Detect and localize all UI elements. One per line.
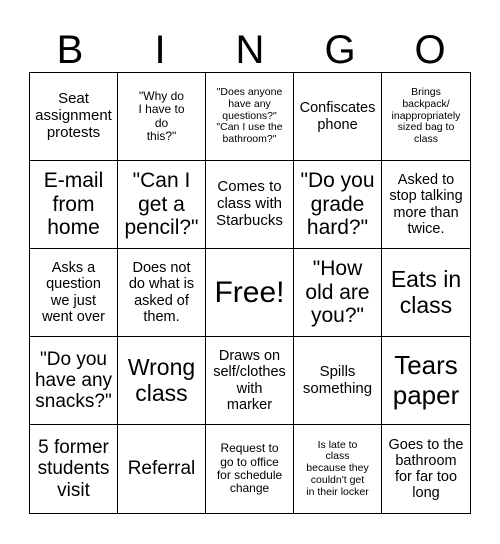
cell-text: "How old are you?" — [305, 257, 370, 328]
bingo-cell[interactable] — [206, 161, 294, 249]
cell-text: Brings backpack/ inappropriately sized bag to class — [391, 86, 461, 146]
cell-text: Comes to class with Starbucks — [216, 178, 283, 229]
cell-text: Spills something — [302, 362, 373, 397]
bingo-cell[interactable] — [294, 249, 382, 337]
bingo-cell[interactable] — [294, 425, 382, 513]
cell-text: "Does anyone have any questions?" "Can I use the bathroom?" — [216, 86, 283, 146]
bingo-cell[interactable] — [118, 249, 206, 337]
header-letter-b: B — [56, 28, 84, 72]
cell-text: Does not do what is asked of them. — [128, 260, 195, 325]
bingo-cell[interactable] — [382, 249, 470, 337]
bingo-cell[interactable] — [206, 425, 294, 513]
bingo-cell[interactable] — [382, 337, 470, 425]
bingo-cell[interactable] — [30, 425, 118, 513]
cell-text: Asks a question we just went over — [42, 260, 105, 325]
cell-text: Goes to the bathroom for far too long — [388, 436, 464, 502]
bingo-cell[interactable] — [206, 337, 294, 425]
bingo-cell[interactable] — [382, 73, 470, 161]
header-letter-g: G — [324, 28, 356, 72]
cell-text: Free! — [214, 275, 285, 309]
bingo-cell[interactable] — [118, 73, 206, 161]
bingo-cell[interactable] — [382, 161, 470, 249]
bingo-header — [30, 24, 470, 76]
bingo-grid — [29, 72, 471, 514]
bingo-cell-free[interactable] — [206, 249, 294, 337]
cell-text: Eats in class — [390, 265, 462, 318]
cell-text: Seat assignment protests — [35, 90, 112, 141]
cell-text: Is late to class because they couldn't get in their locker — [306, 438, 369, 498]
bingo-cell[interactable] — [30, 249, 118, 337]
bingo-cell[interactable] — [294, 161, 382, 249]
cell-text: Wrong class — [127, 353, 196, 406]
cell-text: Draws on self/clothes with marker — [213, 348, 286, 413]
bingo-cell[interactable] — [30, 337, 118, 425]
header-letter-n: N — [235, 28, 265, 72]
bingo-cell[interactable] — [294, 73, 382, 161]
header-letter-o: O — [414, 28, 446, 72]
bingo-cell[interactable] — [30, 161, 118, 249]
cell-text: 5 former students visit — [37, 437, 110, 501]
bingo-cell[interactable] — [118, 425, 206, 513]
cell-text: "Why do I have to do this?" — [138, 88, 185, 143]
cell-text: Referral — [127, 458, 196, 480]
bingo-cell[interactable] — [30, 73, 118, 161]
cell-text: Confiscates phone — [299, 100, 376, 133]
bingo-cell[interactable] — [206, 73, 294, 161]
cell-text: Request to go to office for schedule change — [216, 441, 283, 496]
bingo-cell[interactable] — [118, 337, 206, 425]
bingo-cell[interactable] — [382, 425, 470, 513]
cell-text: E-mail from home — [43, 169, 104, 240]
cell-text: Asked to stop talking more than twice. — [389, 172, 463, 237]
bingo-cell[interactable] — [118, 161, 206, 249]
cell-text: "Do you have any snacks?" — [34, 348, 113, 413]
header-letter-i: I — [154, 28, 166, 72]
cell-text: "Can I get a pencil?" — [124, 169, 199, 240]
cell-text: "Do you grade hard?" — [300, 169, 375, 240]
cell-text: Tears paper — [392, 350, 460, 410]
bingo-cell[interactable] — [294, 337, 382, 425]
